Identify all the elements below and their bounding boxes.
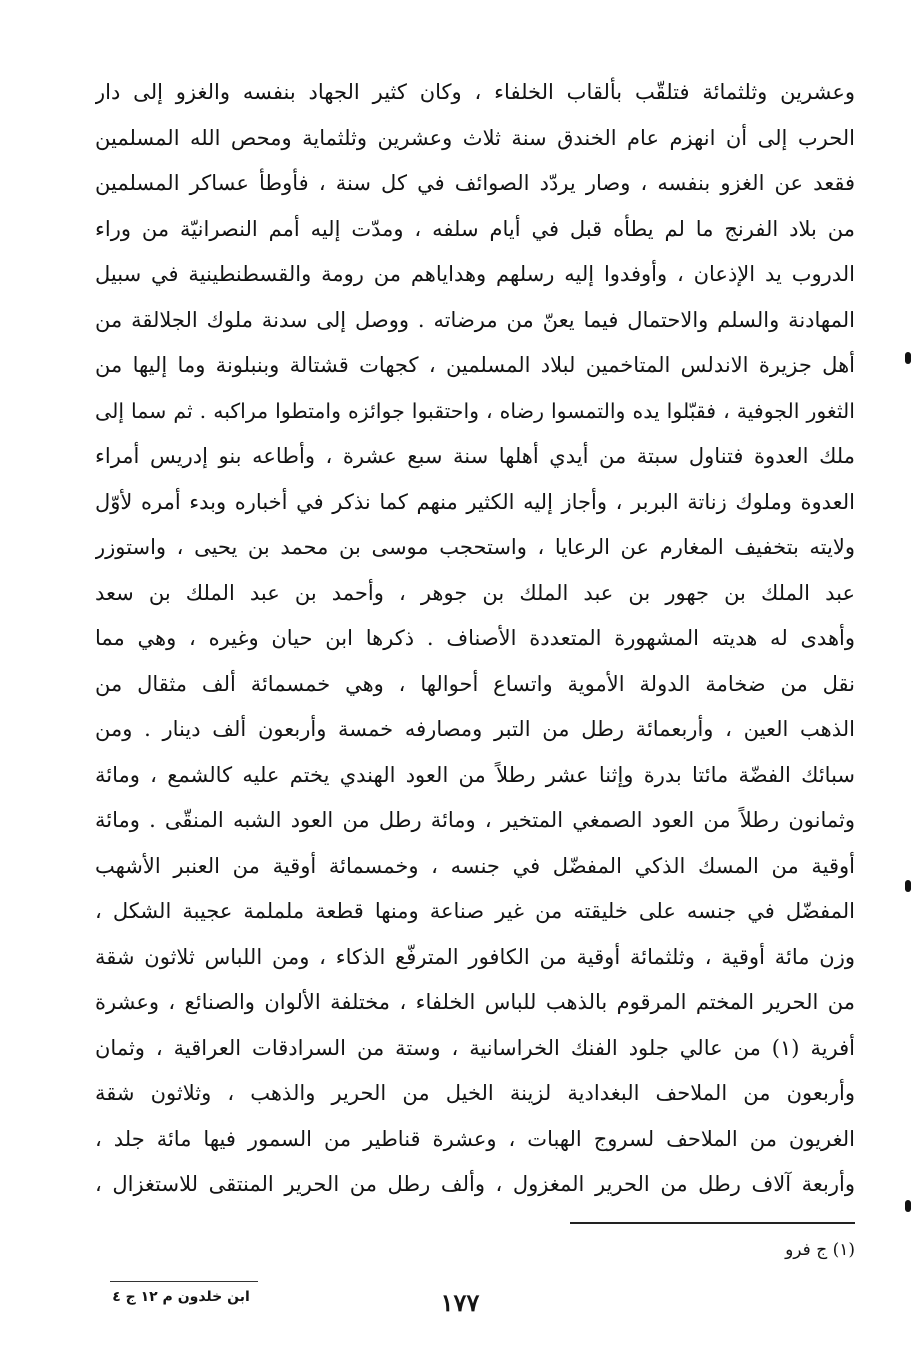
text-line: الذهب العين ، وأربعمائة رطل من التبر ومصارفه خمسة وأربعون ألف دينار . ومن: [95, 717, 855, 741]
printer-signature: ابن خلدون م ١٢ ج ٤: [112, 1289, 250, 1305]
text-line: من الحرير المختم المرقوم بالذهب للباس الخلفاء ، مختلفة الألوان والصنائع ، وعشرة: [95, 990, 855, 1014]
text-line: ملك العدوة فتناول سبتة من أيدي أهلها سنة سبع عشرة ، وأطاعه بنو إدريس أمراء: [95, 444, 855, 468]
text-line: من بلاد الفرنج ما لم يطأه قبل في أيام سلفه ، ومدّت إليه أمم النصرانيّة من وراء: [95, 216, 855, 241]
text-line: وأهدى له هديته المشهورة المتعددة الأصناف . ذكرها ابن حيان وغيره ، وهي مما: [95, 626, 855, 650]
body-text: [95, 70, 855, 1208]
text-line: أوقية من المسك الذكي المفضّل في جنسه ، وخمسمائة أوقية من العنبر الأشهب: [95, 853, 855, 878]
text-line: المهادنة والسلم والاحتمال فيما يعنّ من مرضاته . ووصل إلى سدنة ملوك الجلالقة من: [95, 307, 855, 332]
footnote-rule: [570, 1222, 855, 1224]
text-line: الحرب إلى أن انهزم عام الخندق سنة ثلاث وعشرين وثلثماية ومحص الله المسلمين: [95, 125, 855, 150]
text-line: العدوة وملوك زناتة البربر ، وأجاز إليه الكثير منهم كما نذكر في أخباره وبدء أمره لأوّل: [95, 489, 855, 514]
margin-mark: [905, 1200, 911, 1212]
page-number: ١٧٧: [440, 1288, 480, 1317]
text-line: سبائك الفضّة مائتا بدرة وإثنا عشر رطلاً من العود الهندي يختم عليه كالشمع ، ومائة: [95, 762, 855, 787]
text-line: وأربعة آلاف رطل من الحرير المغزول ، وألف رطل من الحرير المنتقى للاستغزال ،: [95, 1172, 855, 1196]
text-line: أفرية (١) من عالي جلود الفنك الخراسانية ، وستة من السرادقات العراقية ، وثمان: [95, 1035, 855, 1060]
margin-mark: [905, 352, 911, 364]
text-line: المفضّل في جنسه على خليقته من غير صناعة ومنها قطعة ململمة عجيبة الشكل ،: [95, 899, 855, 923]
margin-mark: [905, 880, 911, 892]
text-line: عبد الملك بن جهور بن عبد الملك بن جوهر ، وأحمد بن عبد الملك بن سعد: [95, 580, 855, 605]
footnote: (١) ج فرو: [785, 1240, 855, 1260]
text-line: فقعد عن الغزو بنفسه ، وصار يردّد الصوائف في كل سنة ، فأوطأ عساكر المسلمين: [95, 171, 855, 195]
text-line: وعشرين وثلثمائة فتلقّب بألقاب الخلفاء ، وكان كثير الجهاد بنفسه والغزو إلى دار: [95, 80, 855, 104]
text-line: وأربعون من الملاحف البغدادية لزينة الخيل من الحرير والذهب ، وثلاثون شقة: [95, 1081, 855, 1105]
signature-rule: [110, 1281, 258, 1282]
text-line: الدروب يد الإذعان ، وأوفدوا إليه رسلهم وهداياهم من رومة والقسطنطينية في سبيل: [95, 262, 855, 286]
text-line: نقل من ضخامة الدولة الأموية واتساع أحوالها ، وهي خمسمائة ألف مثقال من: [95, 671, 855, 696]
text-line: الغريون من الملاحف لسروج الهبات ، وعشرة قناطير من السمور فيها مائة جلد ،: [95, 1126, 855, 1151]
text-line: الثغور الجوفية ، فقبّلوا يده والتمسوا رضاه ، واحتقبوا جوائزه وامتطوا مراكبه . ثم سما إلى: [95, 398, 855, 423]
text-line: وزن مائة أوقية ، وثلثمائة أوقية من الكافور المترفّع الذكاء ، ومن اللباس ثلاثون شقة: [95, 944, 855, 969]
text-line: وثمانون رطلاً من العود الصمغي المتخير ، ومائة رطل من العود الشبه المنقّى . ومائة: [95, 808, 855, 832]
text-line: أهل جزيرة الاندلس المتاخمين لبلاد المسلمين ، كجهات قشتالة وبنبلونة وما إليها من: [95, 353, 855, 377]
text-line: ولايته بتخفيف المغارم عن الرعايا ، واستحجب موسى بن محمد بن يحيى ، واستوزر: [95, 535, 855, 559]
